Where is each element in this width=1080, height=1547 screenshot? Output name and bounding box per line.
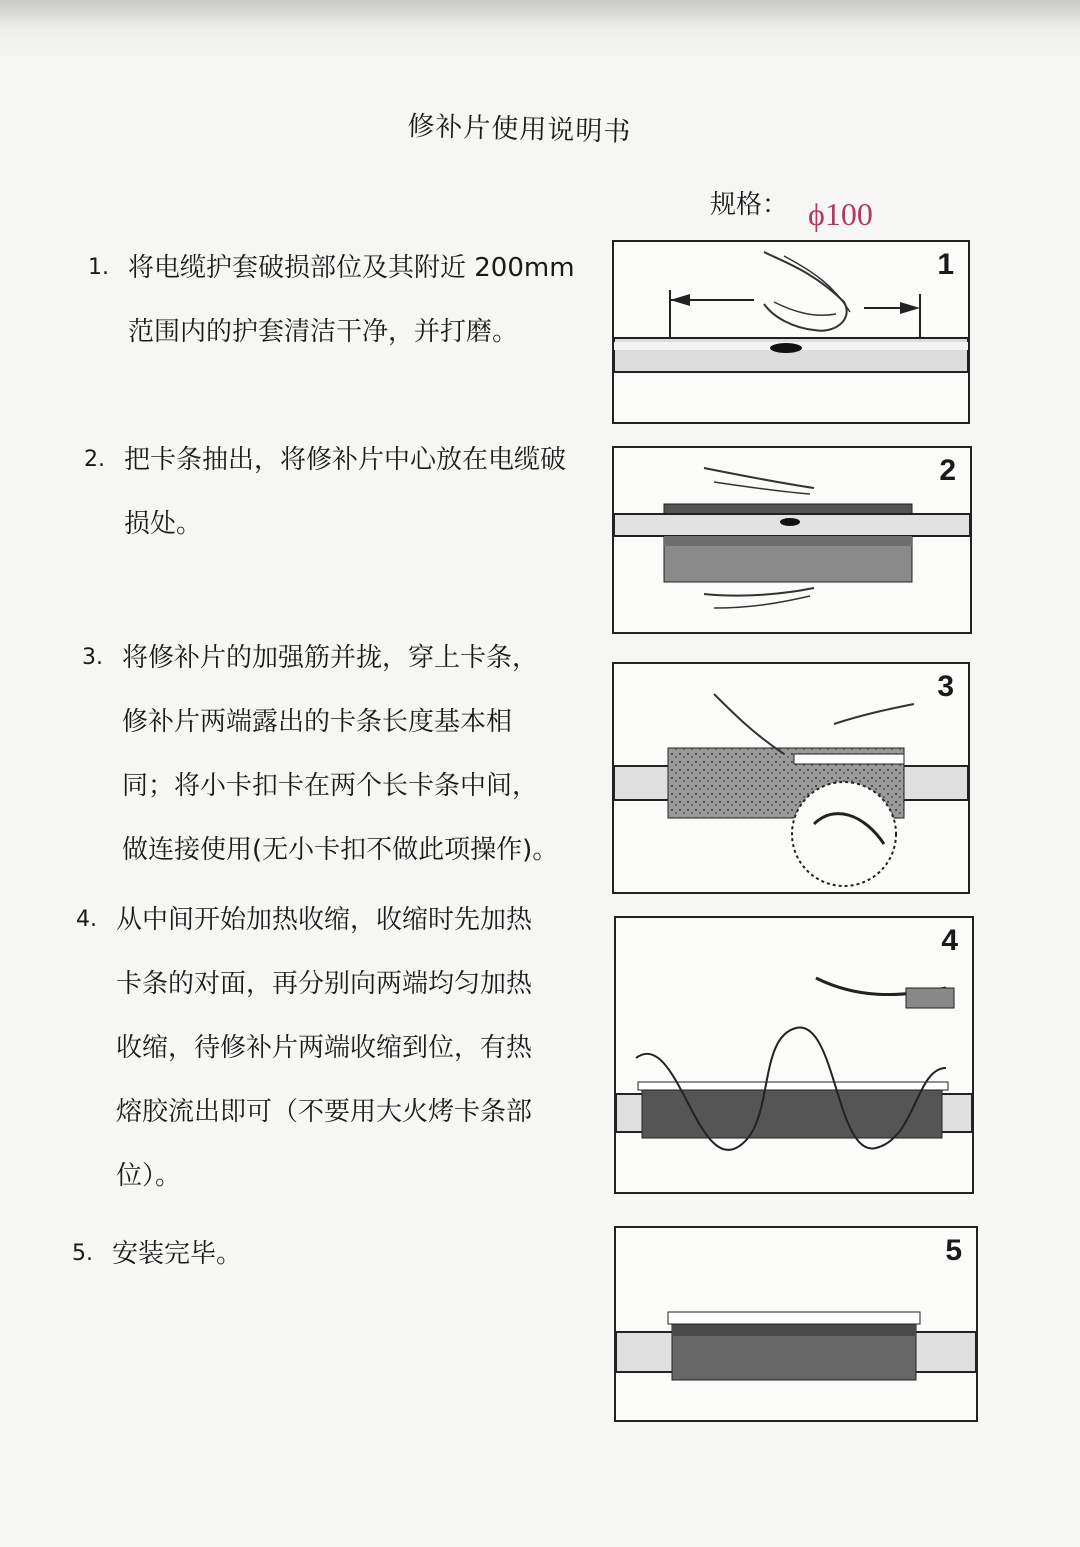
step-number: 4. xyxy=(76,907,97,932)
figure-2 xyxy=(612,446,972,634)
completed-installation-illustration xyxy=(616,1228,976,1420)
heat-shrink-illustration xyxy=(616,918,972,1192)
figure-4 xyxy=(614,916,974,1194)
step-line: 同；将小卡扣卡在两个长卡条中间， xyxy=(122,771,539,801)
figure-5 xyxy=(614,1226,978,1422)
step-number: 2. xyxy=(84,447,105,472)
step-line: 位）。 xyxy=(116,1161,182,1191)
step-line: 收缩，待修补片两端收缩到位，有热 xyxy=(116,1033,533,1063)
step-line: 损处。 xyxy=(124,509,203,539)
figure-number: 2 xyxy=(939,454,956,487)
step-line: 从中间开始加热收缩，收缩时先加热 xyxy=(116,905,533,935)
step-line: 卡条的对面，再分别向两端均匀加热 xyxy=(116,969,533,999)
rail-insertion-illustration xyxy=(614,664,968,892)
figure-number: 5 xyxy=(945,1234,962,1267)
step-line: 熔胶流出即可（不要用大火烤卡条部 xyxy=(116,1097,533,1127)
step-number: 3. xyxy=(82,645,103,670)
document-title: 修补片使用说明书 xyxy=(407,110,632,148)
step-line: 将电缆护套破损部位及其附近 200mm xyxy=(128,253,575,283)
figure-3 xyxy=(612,662,970,894)
figure-number: 3 xyxy=(937,670,954,703)
step-line: 将修补片的加强筋并拢，穿上卡条， xyxy=(122,643,539,673)
step-line: 范围内的护套清洁干净，并打磨。 xyxy=(128,317,519,347)
step-line: 安装完毕。 xyxy=(112,1239,243,1269)
figure-number: 1 xyxy=(937,248,954,281)
figure-1 xyxy=(612,240,970,424)
step-line: 修补片两端露出的卡条长度基本相 xyxy=(122,707,513,737)
step-line: 做连接使用(无小卡扣不做此项操作)。 xyxy=(122,835,559,865)
step-number: 5. xyxy=(72,1241,93,1266)
step-number: 1. xyxy=(88,255,109,280)
step-line: 把卡条抽出，将修补片中心放在电缆破 xyxy=(124,445,567,475)
cable-cleaning-illustration xyxy=(614,242,968,422)
spec-value-handwritten: ϕ100 xyxy=(808,196,873,232)
patch-placement-illustration xyxy=(614,448,970,632)
spec-label: 规格： xyxy=(710,190,789,220)
paper-shadow xyxy=(0,0,1080,28)
figure-number: 4 xyxy=(941,924,958,957)
